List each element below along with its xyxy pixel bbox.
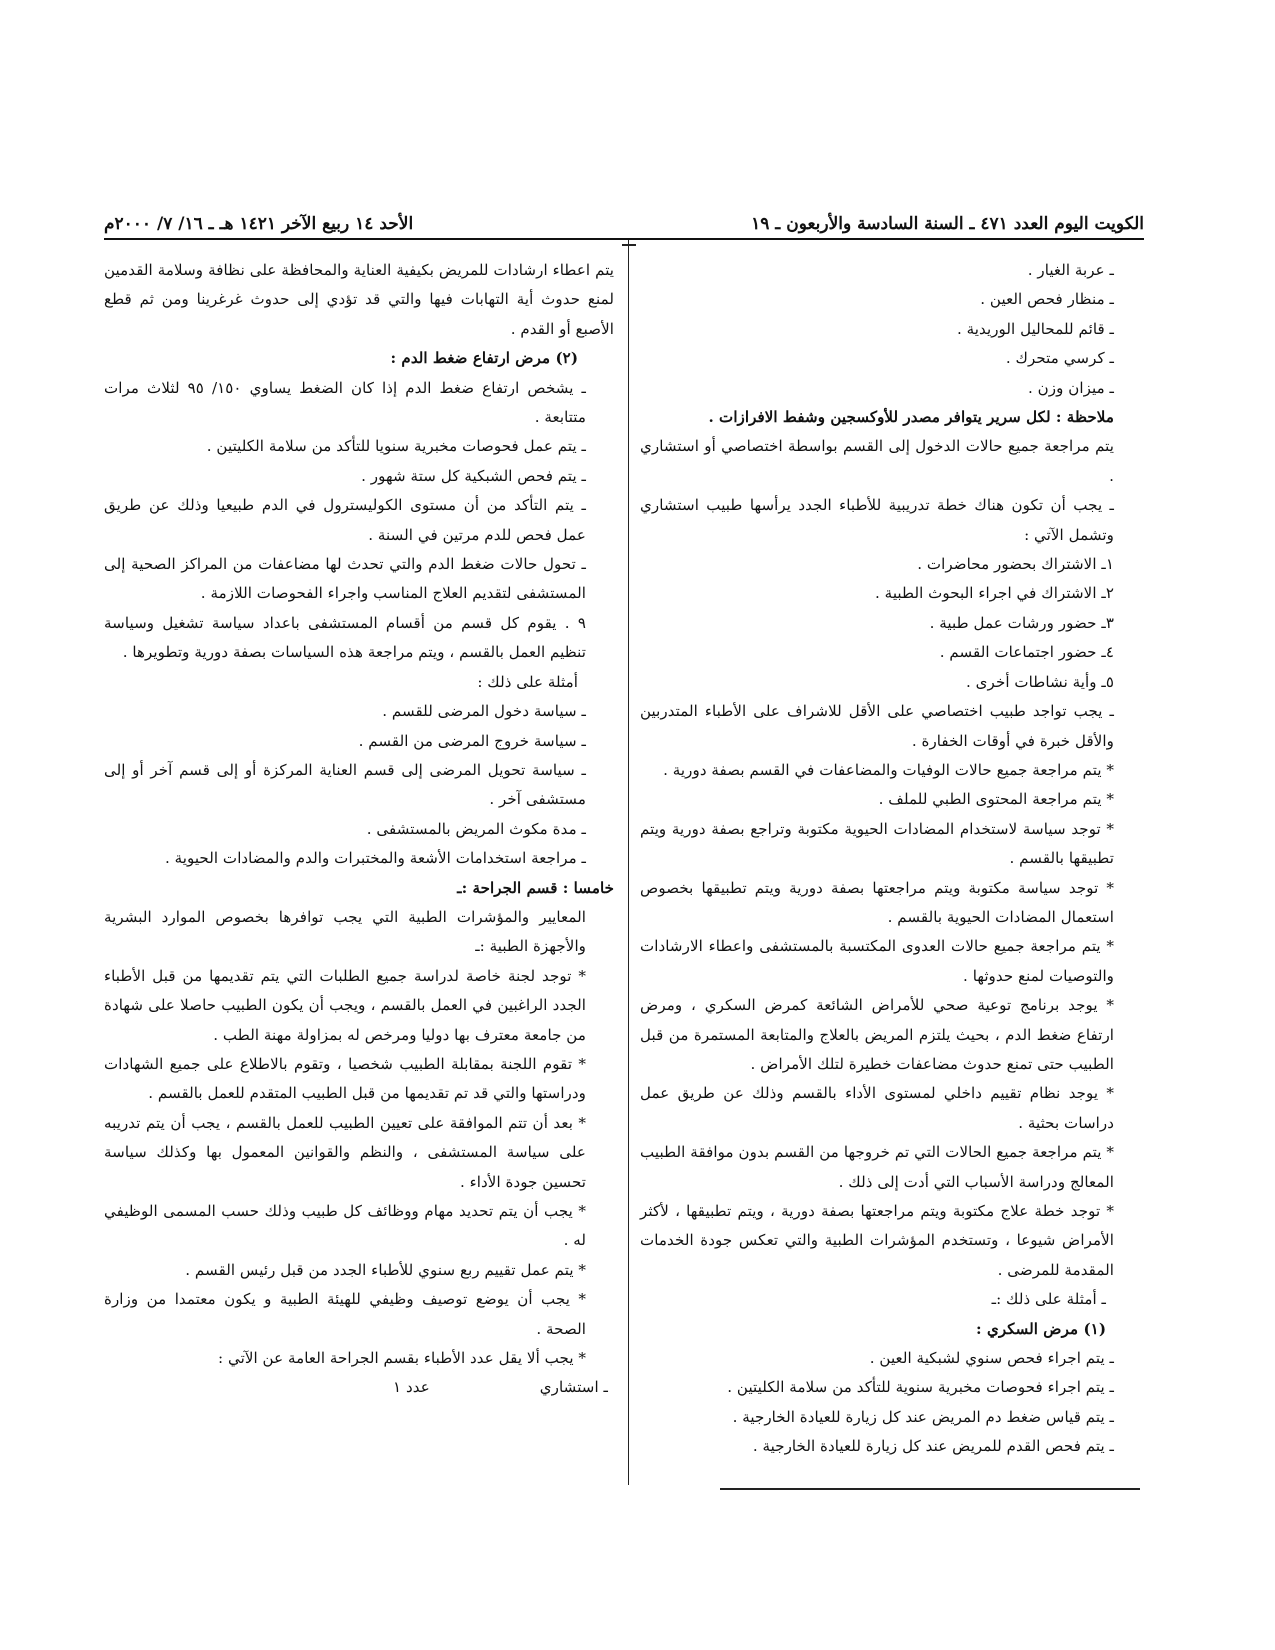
section-heading: خامسا : قسم الجراحة :ـ <box>457 878 614 897</box>
paragraph: ـ عربة الغيار . <box>1027 261 1114 279</box>
right-column <box>640 256 1142 1462</box>
paragraph: ـ أمثلة على ذلك :ـ <box>991 1290 1106 1309</box>
header-issue: الكويت اليوم العدد ٤٧١ ـ السنة السادسة والأربعون ـ ١٩ <box>751 214 1144 234</box>
paragraph: * يتم مراجعة المحتوى الطبي للملف . <box>878 790 1114 809</box>
list-item: ـ سياسة خروج المرضى من القسم . <box>358 731 586 750</box>
paragraph: ـ ميزان وزن . <box>1027 378 1114 397</box>
list-item: ـ مدة مكوث المريض بالمستشفى . <box>366 819 586 838</box>
paragraph: * يجب ألا يقل عدد الأطباء بقسم الجراحة العامة عن الآتي : <box>218 1349 586 1368</box>
header-rule <box>104 238 1144 240</box>
paragraph: * توجد سياسة مكتوبة ويتم مراجعتها بصفة دورية ويتم تطبيقها بخصوص استعمال المضادات الحيوية بالقسم . <box>640 878 1114 926</box>
column-divider-cap <box>622 244 636 246</box>
paragraph: * يتم مراجعة جميع الحالات التي تم خروجها من القسم بدون موافقة الطبيب المعالج ودراسة الأسباب التي أدت إلى ذلك . <box>640 1143 1114 1191</box>
list-item: ـ يتم قياس ضغط دم المريض عند كل زيارة للعيادة الخارجية . <box>732 1407 1114 1426</box>
header-date: الأحد ١٤ ربيع الآخر ١٤٢١ هـ ـ ١٦/ ٧/ ٢٠٠٠م <box>104 214 414 234</box>
staff-row <box>104 1373 614 1402</box>
paragraph: * يتم عمل تقييم ربع سنوي للأطباء الجدد من قبل رئيس القسم . <box>185 1260 586 1279</box>
staff-role: ـ استشاري <box>539 1378 608 1397</box>
list-item: ـ يتم اجراء فحوصات مخبرية سنوية للتأكد من سلامة الكليتين . <box>727 1378 1114 1397</box>
note-paragraph: ملاحظة : لكل سرير يتوافر مصدر للأوكسجين وشفط الافرازات . <box>708 408 1114 427</box>
list-item: ـ يتم عمل فحوصات مخبرية سنويا للتأكد من سلامة الكليتين . <box>206 437 586 456</box>
subheading: (١) مرض السكري : <box>976 1319 1106 1338</box>
paragraph: * توجد لجنة خاصة لدراسة جميع الطلبات التي يتم تقديمها من قبل الأطباء الجدد الراغبين في العمل بالقسم ، ويجب أن يكون الطبيب حاصلا على شهادة من جامعة معترف بها دوليا ومرخص له بمزاولة مهنة الطب . <box>104 966 586 1044</box>
paragraph: ـ كرسي متحرك . <box>1005 349 1114 368</box>
paragraph: ـ يجب أن تكون هناك خطة تدريبية للأطباء الجدد يرأسها طبيب استشاري وتشمل الآتي : <box>640 496 1114 544</box>
list-item: ٤ـ حضور اجتماعات القسم . <box>939 643 1114 662</box>
paragraph: * يجب أن يوضع توصيف وظيفي للهيئة الطبية و يكون معتمدا من وزارة الصحة . <box>104 1290 586 1338</box>
column-divider <box>628 240 629 1485</box>
paragraph: * توجد سياسة لاستخدام المضادات الحيوية مكتوبة وتراجع بصفة دورية ويتم تطبيقها بالقسم . <box>640 819 1114 868</box>
list-item: ـ يتم فحص الشبكية كل ستة شهور . <box>361 466 586 485</box>
paragraph: أمثلة على ذلك : <box>477 672 578 691</box>
staff-count: عدد ١ <box>393 1378 430 1397</box>
list-item: ـ يتم فحص القدم للمريض عند كل زيارة للعيادة الخارجية . <box>752 1437 1114 1456</box>
paragraph: ـ يشخص ارتفاع ضغط الدم إذا كان الضغط يساوي ١٥٠/ ٩٥ لثلاث مرات متتابعة . <box>104 378 586 427</box>
list-item: ـ سياسة تحويل المرضى إلى قسم العناية المركزة أو إلى قسم آخر أو إلى مستشفى آخر . <box>104 760 586 809</box>
paragraph: المعايير والمؤشرات الطبية التي يجب توافرها بخصوص الموارد البشرية والأجهزة الطبية :ـ <box>104 907 586 956</box>
paragraph: يتم مراجعة جميع حالات الدخول إلى القسم بواسطة اختصاصي أو استشاري . <box>640 437 1114 485</box>
list-item: ـ يتم اجراء فحص سنوي لشبكية العين . <box>869 1349 1114 1368</box>
paragraph: ٩ . يقوم كل قسم من أقسام المستشفى باعداد سياسة تشغيل وسياسة تنظيم العمل بالقسم ، ويتم مراجعة هذه السياسات بصفة دورية وتطويرها . <box>104 613 586 662</box>
paragraph: * تقوم اللجنة بمقابلة الطبيب شخصيا ، وتقوم بالاطلاع على جميع الشهادات ودراستها والتي قد تم تقديمها من قبل الطبيب المتقدم للعمل بالقسم . <box>104 1054 586 1103</box>
list-item: ٢ـ الاشتراك في اجراء البحوث الطبية . <box>875 584 1114 603</box>
page-header <box>104 200 1144 234</box>
paragraph: ـ يتم التأكد من أن مستوى الكوليسترول في الدم طبيعيا وذلك عن طريق عمل فحص للدم مرتين في السنة . <box>104 496 586 544</box>
list-item: ـ مراجعة استخدامات الأشعة والمختبرات والدم والمضادات الحيوية . <box>164 849 586 868</box>
paragraph: * يوجد نظام تقييم داخلي لمستوى الأداء بالقسم وذلك عن طريق عمل دراسات بحثية . <box>640 1084 1114 1132</box>
paragraph: يتم اعطاء ارشادات للمريض بكيفية العناية والمحافظة على نظافة وسلامة القدمين لمنع حدوث أية التهابات فيها والتي قد تؤدي إلى حدوث غرغرينا ومن ثم قطع الأصبع أو القدم . <box>104 261 614 338</box>
paragraph: ـ تحول حالات ضغط الدم والتي تحدث لها مضاعفات من المراكز الصحية إلى المستشفى لتقديم العلاج المناسب واجراء الفحوصات اللازمة . <box>104 555 586 603</box>
subheading: (٢) مرض ارتفاع ضغط الدم : <box>390 349 578 368</box>
list-item: ٥ـ وأية نشاطات أخرى . <box>966 672 1114 691</box>
paragraph: * يجب أن يتم تحديد مهام ووظائف كل طبيب وذلك حسب المسمى الوظيفي له . <box>104 1202 586 1250</box>
paragraph: ـ قائم للمحاليل الوريدية . <box>957 319 1114 338</box>
paragraph: ـ يجب تواجد طبيب اختصاصي على الأقل للاشراف على الأطباء المتدربين والأقل خبرة في أوقات الخفارة . <box>640 702 1114 750</box>
list-item: ـ سياسة دخول المرضى للقسم . <box>382 702 586 721</box>
paragraph: * يتم مراجعة جميع حالات الوفيات والمضاعفات في القسم بصفة دورية . <box>663 760 1114 779</box>
list-item: ٣ـ حضور ورشات عمل طبية . <box>929 613 1114 632</box>
paragraph: * يتم مراجعة جميع حالات العدوى المكتسبة بالمستشفى واعطاء الارشادات والتوصيات لمنع حدوثها . <box>640 937 1114 985</box>
list-item: ١ـ الاشتراك بحضور محاضرات . <box>917 555 1114 574</box>
footer-rule <box>720 1488 1140 1490</box>
left-column <box>104 256 614 1403</box>
paragraph: * توجد خطة علاج مكتوبة ويتم مراجعتها بصفة دورية ، ويتم تطبيقها ، لأكثر الأمراض شيوعا ، وتستخدم المؤشرات الطبية والتي تعكس جودة الخدمات المقدمة للمرضى . <box>640 1202 1114 1279</box>
paragraph: ـ منظار فحص العين . <box>980 290 1114 309</box>
paragraph: * بعد أن تتم الموافقة على تعيين الطبيب للعمل بالقسم ، يجب أن يتم تدريبه على سياسة المستشفى ، والنظم والقوانين المعمول بها وكذلك سياسة تحسين جودة الأداء . <box>104 1113 586 1191</box>
paragraph: * يوجد برنامج توعية صحي للأمراض الشائعة كمرض السكري ، ومرض ارتفاع ضغط الدم ، بحيث يلتزم المريض بالعلاج والمتابعة المستمرة من قبل الطبيب حتى تمنع حدوث مضاعفات خطيرة لتلك الأمراض . <box>640 996 1114 1073</box>
